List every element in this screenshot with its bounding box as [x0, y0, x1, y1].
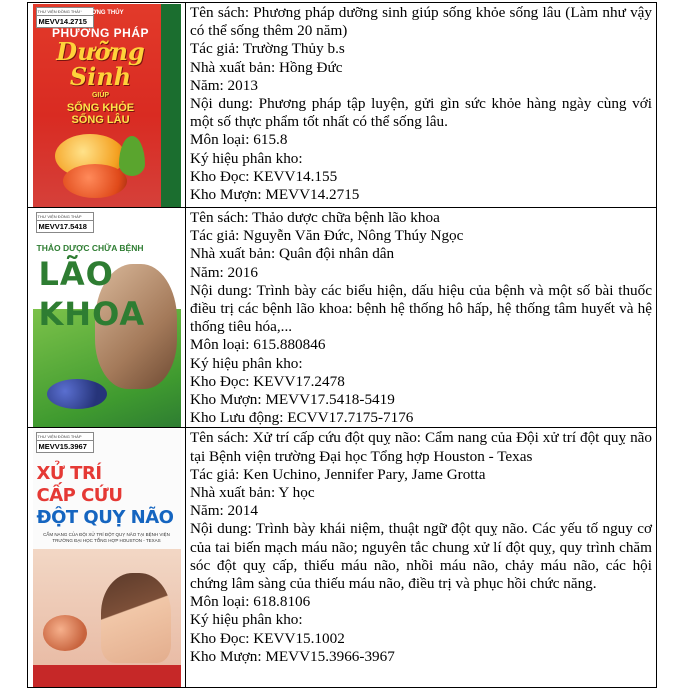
- book-year-line: Năm: 2014: [190, 502, 258, 520]
- cover-title-line: GIÚP: [91, 92, 110, 99]
- library-stamp-code: MEVV14.2715: [38, 17, 87, 26]
- book-author-line: Tác giả: Ken Uchino, Jennifer Pary, Jame Grotta: [190, 465, 486, 483]
- book-class-line: Môn loại: 615.8: [190, 131, 288, 149]
- book-row: [28, 428, 657, 688]
- book-info-cell: [186, 428, 657, 688]
- book-catalog-table: [27, 2, 657, 688]
- book-info-cell: [186, 208, 657, 428]
- book-year-line: Năm: 2013: [190, 76, 258, 94]
- cover-title-big: KHOA: [38, 295, 146, 333]
- book-storage-line: Kho Đọc: KEVV15.1002: [190, 629, 345, 647]
- book-content-line: Nội dung: Phương pháp tập luyện, gửi gìn sức khỏe hàng ngày cùng với một số thực phẩm tốt nhất có thể sống lâu.: [190, 95, 652, 131]
- book-storage-heading: Ký hiệu phân kho:: [190, 149, 303, 167]
- book-cover-image: [33, 209, 181, 427]
- library-stamp-name: THƯ VIỆN ĐỒNG THÁP: [37, 213, 93, 221]
- book-row: [28, 3, 657, 208]
- book-content-line: Nội dung: Trình bày các biểu hiện, dấu hiệu của bệnh và một số bài thuốc điều trị các bệnh lão khoa: bệnh hệ thống hô hấp, hệ thống tâm huyết và hệ thống tiêu hóa,...: [190, 281, 652, 336]
- cover-cell: [28, 428, 186, 688]
- book-content-line: Nội dung: Trình bày khái niệm, thuật ngữ đột quỵ não. Các yếu tố nguy cơ của tai biến mạch máu não; nguyên tắc chung xử lí đột quỵ, quy trình chăm sóc đột quỵ cấp, thiếu máu não, nhồi máu não, chảy máu não, các hội chứng lâm sàng của thiếu máu não, điều trị và phục hồi chức năng.: [190, 520, 652, 593]
- book-storage-line: Kho Mượn: MEVV15.3966-3967: [190, 647, 395, 665]
- cover-title-yellow: [41, 90, 161, 126]
- cover-person-illustration: [101, 573, 171, 663]
- library-stamp-name: THƯ VIỆN ĐỒNG THÁP: [37, 8, 93, 16]
- book-cover-image: [33, 429, 181, 687]
- book-class-line: Môn loại: 618.8106: [190, 593, 311, 611]
- cover-brain-illustration: [43, 615, 87, 651]
- book-title-line: Tên sách: Thảo dược chữa bệnh lão khoa: [190, 209, 440, 226]
- cover-title-line: Dưỡng: [56, 37, 145, 66]
- fruit-illustration: [63, 164, 127, 198]
- cover-spine-strip: [161, 4, 181, 207]
- cover-title-line: SỐNG KHỎE: [66, 102, 135, 114]
- cover-red-band: [33, 665, 181, 687]
- cover-title-line: CẤP CỨU: [36, 485, 123, 507]
- cover-title-script: [41, 39, 161, 89]
- cover-cell: [28, 208, 186, 428]
- book-storage-line: Kho Mượn: MEVV17.5418-5419: [190, 391, 395, 409]
- book-cover-image: [33, 4, 181, 207]
- library-stamp: [36, 212, 94, 233]
- book-storage-heading: Ký hiệu phân kho:: [190, 611, 303, 629]
- cover-title-line: ĐỘT QUỴ NÃO: [36, 507, 174, 529]
- fruit-illustration: [119, 136, 145, 176]
- book-class-line: Môn loại: 615.880846: [190, 336, 326, 354]
- book-storage-heading: Ký hiệu phân kho:: [190, 354, 303, 372]
- book-storage-line: Kho Mượn: MEVV14.2715: [190, 186, 360, 204]
- book-publisher-line: Nhà xuất bản: Y học: [190, 484, 315, 502]
- cover-title-big: LÃO: [38, 255, 114, 293]
- book-title-line: Tên sách: Phương pháp dưỡng sinh giúp sống khỏe sống lâu (Làm như vậy có thể sống thêm 20 năm): [190, 4, 652, 40]
- library-stamp-code: MEVV15.3967: [38, 442, 87, 452]
- cover-title-line: XỬ TRÍ: [36, 463, 102, 485]
- library-stamp-name: THƯ VIỆN ĐỒNG THÁP: [37, 433, 93, 441]
- book-author-line: Tác giả: Nguyễn Văn Đức, Nông Thúy Ngọc: [190, 227, 464, 245]
- book-author-line: Tác giả: Trường Thủy b.s: [190, 40, 345, 58]
- cover-subtitle: CẨM NANG CỦA ĐỘI XỬ TRÍ ĐỘT QUỴ NÃO TẠI BỆNH VIỆN TRƯỜNG ĐẠI HỌC TỔNG HỢP HOUSTON - TEXAS: [43, 532, 170, 544]
- book-publisher-line: Nhà xuất bản: Hồng Đức: [190, 58, 343, 76]
- book-year-line: Năm: 2016: [190, 263, 258, 281]
- berries-illustration: [47, 379, 107, 409]
- cover-author: TRƯƠNG THỦY: [78, 10, 124, 16]
- cover-title-line: PHƯƠNG PHÁP: [51, 26, 150, 40]
- book-storage-line: Kho Đọc: KEVV17.2478: [190, 372, 345, 390]
- book-publisher-line: Nhà xuất bản: Quân đội nhân dân: [190, 245, 395, 263]
- book-info-cell: [186, 3, 657, 208]
- book-storage-line: Kho Lưu động: ECVV17.7175-7176: [190, 409, 414, 427]
- book-title-line: Tên sách: Xử trí cấp cứu đột quỵ não: Cẩm nang của Đội xử trí đột quỵ não tại Bệnh viện trường Đại học Tổng hợp Houston - Texas: [190, 429, 652, 465]
- library-stamp-code: MEVV17.5418: [38, 222, 87, 231]
- library-stamp: [36, 432, 94, 453]
- cover-title-line: SỐNG LÂU: [71, 114, 130, 126]
- book-storage-line: Kho Đọc: KEVV14.155: [190, 167, 338, 185]
- cover-title-small: THẢO DƯỢC CHỮA BỆNH: [36, 243, 144, 253]
- book-row: [28, 208, 657, 428]
- cover-title-line: Sinh: [69, 62, 132, 91]
- cover-cell: [28, 3, 186, 208]
